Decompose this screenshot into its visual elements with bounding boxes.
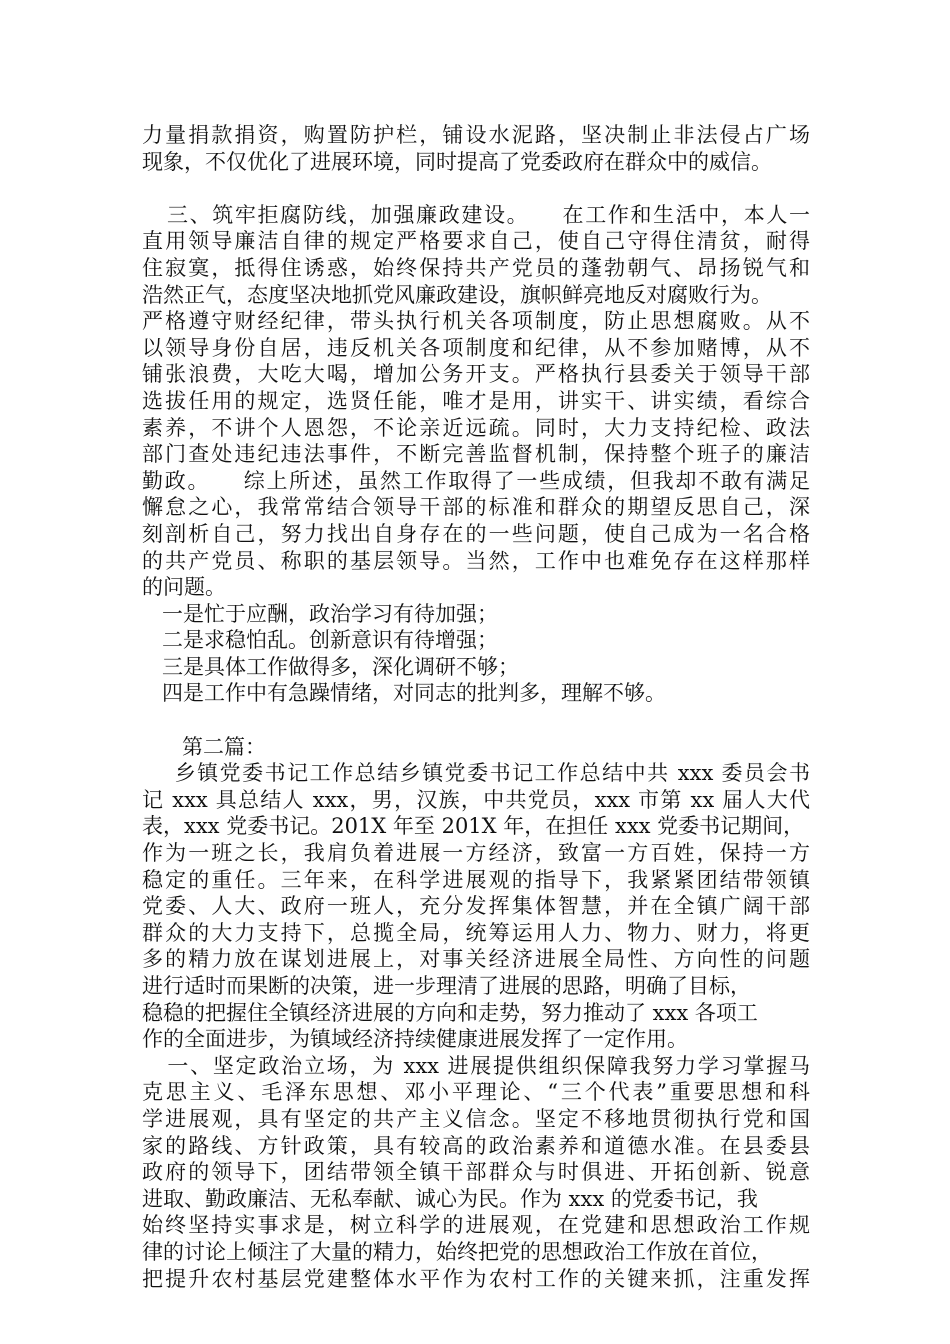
text-line: 以领导身份自居，违反机关各项制度和纪律，从不参加赌博，从不	[142, 335, 810, 360]
text-line: 素养，不讲个人恩怨，不论亲近远疏。同时，大力支持纪检、政法	[142, 415, 810, 440]
text-line: 力量捐款捐资，购置防护栏，铺设水泥路，坚决制止非法侵占广场	[142, 123, 810, 147]
text-line: 稳定的重任。三年来，在科学进展观的指导下，我紧紧团结带领镇	[142, 867, 810, 892]
text-line: 的共产党员、称职的基层领导。当然，工作中也难免存在这样那样	[142, 548, 810, 573]
text-line: 把提升农村基层党建整体水平作为农村工作的关键来抓，注重发挥	[142, 1266, 810, 1291]
text-line: 现象，不仅优化了进展环境，同时提高了党委政府在群众中的威信。	[142, 149, 772, 174]
text-line: 党委、人大、政府一班人，充分发挥集体智慧，并在全镇广阔干部	[142, 894, 810, 919]
text-line: 记 xxx 具总结人 xxx，男，汉族，中共党员，xxx 市第 xx 届人大代	[142, 787, 810, 812]
text-line: 政府的领导下，团结带领全镇干部群众与时俱进、开拓创新、锐意	[142, 1160, 810, 1185]
text-line: 一是忙于应酬，政治学习有待加强；	[142, 601, 499, 626]
text-line: 克思主义、毛泽东思想、邓小平理论、“三个代表”重要思想和科	[142, 1080, 810, 1105]
text-line: 始终坚持实事求是，树立科学的进展观，在党建和思想政治工作规	[142, 1213, 810, 1238]
text-line: 四是工作中有急躁情绪，对同志的批判多，理解不够。	[142, 681, 667, 706]
text-line: 严格遵守财经纪律，带头执行机关各项制度，防止思想腐败。从不	[142, 309, 810, 334]
text-line: 勤政。 综上所述，虽然工作取得了一些成绩，但我却不敢有满足	[142, 468, 810, 493]
text-line: 作的全面进步，为镇域经济持续健康进展发挥了一定作用。	[142, 1027, 688, 1052]
text-line: 部门查处违纪违法事件，不断完善监督机制，保持整个班子的廉洁	[142, 442, 810, 467]
text-line: 住寂寞，抵得住诱惑，始终保持共产党员的蓬勃朝气、昂扬锐气和	[142, 255, 810, 280]
text-line: 二是求稳怕乱。创新意识有待增强；	[142, 628, 499, 653]
text-line: 选拔任用的规定，选贤任能，唯才是用，讲实干、讲实绩，看综合	[142, 388, 810, 413]
text-line: 作为一班之长，我肩负着进展一方经济，致富一方百姓，保持一方	[142, 841, 810, 866]
text-line: 多的精力放在谋划进展上，对事关经济进展全局性、方向性的问题	[142, 947, 810, 972]
text-line: 三是具体工作做得多，深化调研不够；	[142, 654, 520, 679]
text-line: 乡镇党委书记工作总结乡镇党委书记工作总结中共 xxx 委员会书	[142, 761, 810, 786]
text-line: 刻剖析自己，努力找出自身存在的一些问题，使自己成为一名合格	[142, 521, 810, 546]
text-line: 一、坚定政治立场，为 xxx 进展提供组织保障我努力学习掌握马	[142, 1053, 810, 1078]
document-body	[142, 122, 810, 1292]
text-line: 懈怠之心，我常常结合领导干部的标准和群众的期望反思自己，深	[142, 495, 810, 520]
text-line: 家的路线、方针政策，具有较高的政治素养和道德水准。在县委县	[142, 1133, 810, 1158]
text-line: 三、筑牢拒腐防线，加强廉政建设。 在工作和生活中，本人一	[142, 202, 810, 227]
text-line: 稳稳的把握住全镇经济进展的方向和走势，努力推动了 xxx 各项工	[142, 1000, 758, 1025]
text-line: 的问题。	[142, 575, 226, 600]
text-line: 学进展观，具有坚定的共产主义信念。坚定不移地贯彻执行党和国	[142, 1106, 810, 1131]
text-line: 浩然正气，态度坚决地抓党风廉政建设，旗帜鲜亮地反对腐败行为。	[142, 282, 772, 307]
section-heading: 第二篇：	[142, 734, 267, 759]
text-line: 表，xxx 党委书记。201X 年至 201X 年，在担任 xxx 党委书记期间，	[142, 814, 805, 839]
blank-line	[142, 707, 810, 734]
blank-line	[142, 175, 810, 202]
text-line: 律的讨论上倾注了大量的精力，始终把党的思想政治工作放在首位，	[142, 1239, 772, 1264]
text-line: 铺张浪费，大吃大喝，增加公务开支。严格执行县委关于领导干部	[142, 362, 810, 387]
text-line: 进行适时而果断的决策，进一步理清了进展的思路，明确了目标，	[142, 974, 751, 998]
text-line: 直用领导廉洁自律的规定严格要求自己，使自己守得住清贫，耐得	[142, 229, 810, 254]
text-line: 进取、勤政廉洁、无私奉献、诚心为民。作为 xxx 的党委书记，我	[142, 1186, 758, 1211]
text-line: 群众的大力支持下，总揽全局，统筹运用人力、物力、财力，将更	[142, 920, 810, 945]
